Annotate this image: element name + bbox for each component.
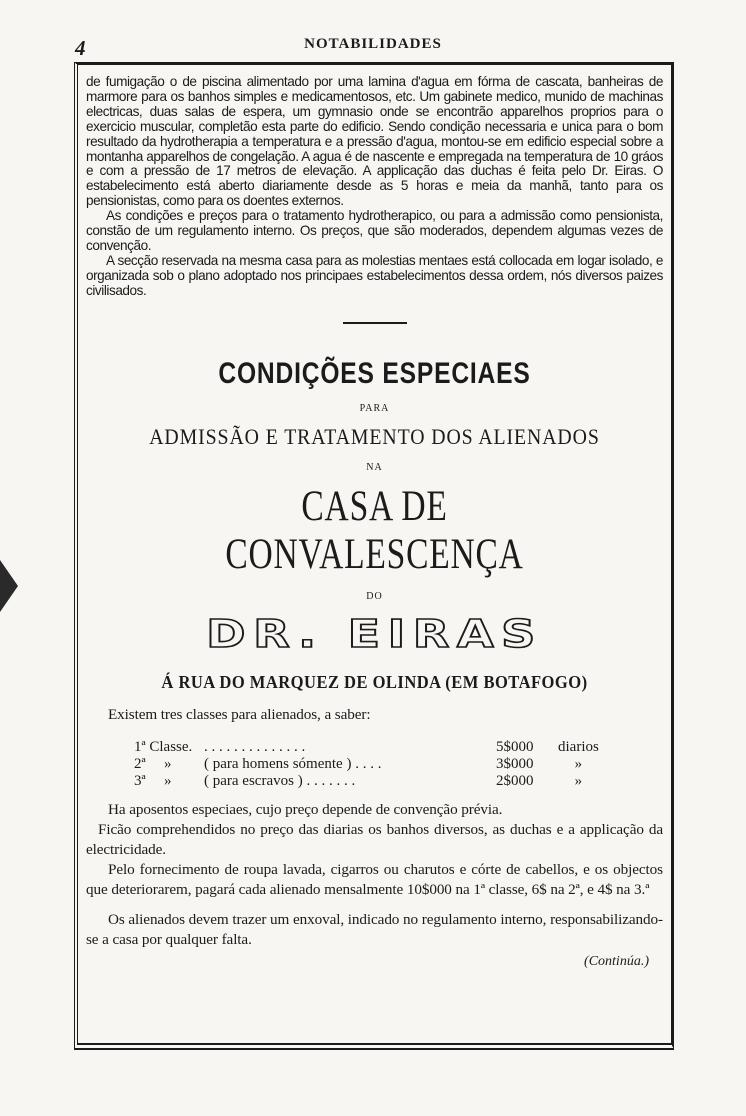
word-na: NA — [366, 461, 383, 473]
class-frequency: diarios — [558, 738, 599, 755]
continued-note: (Continúa.) — [584, 953, 649, 969]
price-table — [134, 739, 599, 790]
class-price: 5$000 — [496, 738, 534, 755]
section-divider — [343, 322, 407, 324]
notice-heading — [86, 357, 663, 693]
table-row — [134, 773, 599, 790]
class-desc: ( para escravos ) . . . . . . . — [204, 772, 356, 789]
word-do: DO — [366, 590, 383, 602]
intro-paragraph-3: A secção reservada na mesma casa para as molestias mentaes está collocada em logar isolado, e organizada sob o plano adoptado nos principaes estabelecimentos dessa ordem, nós diversos paizes civilisados. — [86, 252, 663, 298]
notice-title: CONDIÇÕES ESPECIAES — [218, 356, 531, 390]
notice-subtitle: ADMISSÃO E TRATAMENTO DOS ALIENADOS — [149, 423, 600, 449]
intro-paragraph-2: As condições e preços para o tratamento hydrotherapico, ou para a admissão como pensionista, constão de um regulamento interno. Os preços, que são moderados, dependem algumas vezes de convenção. — [86, 208, 663, 253]
class-frequency: » — [574, 772, 583, 789]
condition-rooms: Ha aposentos especiaes, cujo preço depende de convenção prévia. — [108, 800, 503, 818]
class-ditto: » — [164, 755, 172, 772]
page-number: 4 — [75, 36, 86, 60]
margin-ink-blot — [0, 560, 18, 612]
class-frequency: » — [574, 755, 583, 772]
class-desc: . . . . . . . . . . . . . . — [204, 738, 306, 755]
condition-trousseau: Os alienados devem trazer um enxoval, indicado no regulamento interno, responsabilizando-se a casa por qualquer falta. — [86, 910, 663, 948]
house-name: CASA DE CONVALESCENÇA — [225, 482, 524, 578]
address-line: Á RUA DO MARQUEZ DE OLINDA (EM BOTAFOGO) — [161, 671, 588, 692]
running-title: NOTABILIDADES — [304, 36, 442, 52]
class-price: 2$000 — [496, 772, 534, 789]
class-price: 3$000 — [496, 755, 534, 772]
class-name: 3ª — [134, 772, 146, 789]
intro-paragraph-1: de fumigação o de piscina alimentado por uma lamina d'agua em fórma de cascata, banheiras de marmore para os banhos simples e medicamentosos, etc. Um gabinete medico, munido de machinas electricas, duas salas de espera, um gymnasio onde se encontrão apparelhos proprios para o exercicio muscular, completão esta parte do edificio. Sendo condição necessaria e unica para o bom resultado da hydrotherapia a temperatura e a pressão d'agua, montou-se em edificio especial sobre a montanha apparelhos de congelação. A agua é de nascente e empregada na temperatura de 10 gráos e com a pressão de 17 metros de elevação. A applicação das duchas é feita pelo Dr. Eiras. O estabelecimento está aberto diariamente desde as 5 horas e meia da manhã, tanto para os pensionistas, como para os doentes externos. — [86, 74, 663, 209]
condition-fees: Pelo fornecimento de roupa lavada, cigarros ou charutos e córte de cabellos, e os objectos que deteriorarem, pagará cada alienado mensalmente 10$000 na 1ª classe, 6$ na 2ª, e 4$ na 3.ª — [86, 860, 663, 898]
class-name: 2ª — [134, 755, 146, 772]
table-row — [134, 756, 599, 773]
class-desc: ( para homens sómente ) . . . . — [204, 755, 382, 772]
word-para: PARA — [359, 402, 390, 414]
classes-intro: Existem tres classes para alienados, a saber: — [108, 705, 371, 723]
table-row — [134, 739, 599, 756]
page-frame — [74, 62, 674, 1050]
class-ditto: » — [164, 772, 172, 789]
frame-content — [86, 75, 663, 970]
condition-included: Ficão comprehendidos no preço das diarias os banhos diversos, as duchas e a applicação da electricidade. — [86, 820, 663, 858]
doctor-name: DR. EIRAS — [206, 611, 543, 656]
class-name: 1ª Classe. — [134, 738, 193, 755]
